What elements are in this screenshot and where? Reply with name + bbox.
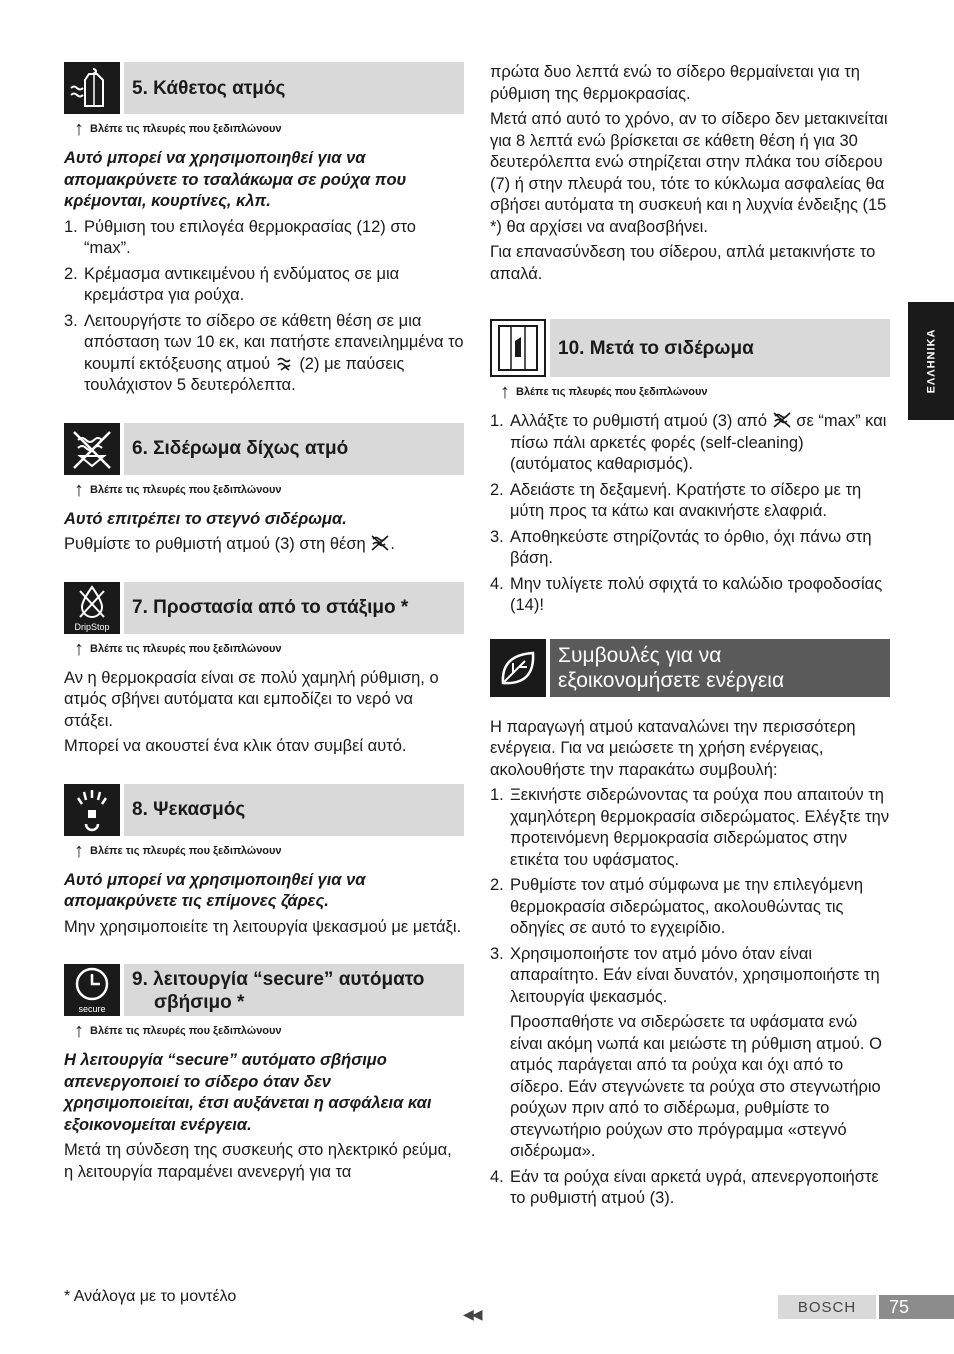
list-item: 3. Χρησιμοποιήστε τον ατμό μόνο όταν είναι απαραίτητο. Εάν είναι δυνατόν, χρησιμοποιήστε τη λειτουργία ψεκασμός.	[490, 944, 880, 1006]
right-column	[490, 62, 890, 1214]
list-item: 2. Κρέμασμα αντικειμένου ή ενδύματος σε μια κρεμάστρα για ρούχα.	[64, 264, 400, 304]
arrow-up-icon: ↑	[74, 839, 84, 862]
energy-list-cont	[490, 1167, 890, 1210]
see-pages-note: ↑ Βλέπε τις πλευρές που ξεδιπλώνουν	[74, 839, 282, 862]
section-9-p1: Μετά τη σύνδεση της συσκευής στο ηλεκτρικό ρεύμα, η λειτουργία παραμένει ανενεργή για τα	[64, 1141, 452, 1181]
list-item: 1. Αλλάξτε το ρυθμιστή ατμού (3) από σε “max” και πίσω πάλι αρκετές φορές (self-cleaning) (αυτόματος καθαρισμός).	[490, 412, 887, 473]
no-steam-small-icon	[772, 411, 792, 429]
arrow-up-icon: ↑	[74, 118, 84, 140]
steam-shot-icon	[275, 354, 295, 372]
section-10-title: 10. Μετά το σιδέρωμα	[550, 319, 890, 377]
vertical-steam-icon	[64, 62, 120, 114]
double-arrow-left-icon: ◀◀	[463, 1306, 481, 1322]
section-6-text: Ρυθμίστε το ρυθμιστή ατμού (3) στη θέση .	[64, 535, 395, 553]
section-8-text: Μην χρησιμοποιείτε τη λειτουργία ψεκασμού με μετάξι.	[64, 917, 462, 936]
section-9-lead: Η λειτουργία “secure” αυτόματο σβήσιμο απενεργοποιεί το σίδερο όταν δεν χρησιμοποιείται, έτσι αυξάνεται η ασφάλεια και εξοικονομείται ενέργεια.	[64, 1051, 432, 1134]
section-7-header	[64, 582, 464, 634]
section-5-lead: Αυτό μπορεί να χρησιμοποιηθεί για να απομακρύνετε το τσαλάκωμα σε ρούχα που κρέμονται, κουρτίνες, κλπ.	[64, 149, 407, 210]
no-steam-small-icon	[370, 534, 390, 552]
brand-label: BOSCH	[778, 1295, 876, 1319]
section-6-title: 6. Σιδέρωμα δίχως ατμό	[124, 423, 464, 475]
storage-cabinet-icon	[490, 319, 546, 377]
see-pages-note: ↑ Βλέπε τις πλευρές που ξεδιπλώνουν	[500, 381, 708, 403]
see-pages-note: ↑ Βλέπε τις πλευρές που ξεδιπλώνουν	[74, 1020, 282, 1042]
list-item: 2. Αδειάστε τη δεξαμενή. Κρατήστε το σίδερο με τη μύτη προς τα κάτω και ανακινήστε ελαφριά.	[490, 480, 862, 520]
drip-stop-icon: DripStop	[64, 582, 120, 634]
see-pages-note: ↑ Βλέπε τις πλευρές που ξεδιπλώνουν	[74, 478, 282, 501]
footnote: * Ανάλογα με το μοντέλο	[64, 1288, 237, 1305]
section-6-lead: Αυτό επιτρέπει το στεγνό σιδέρωμα.	[64, 509, 347, 528]
arrow-up-icon: ↑	[74, 478, 84, 501]
section-8-title: 8. Ψεκασμός	[124, 784, 464, 836]
section-9-title: 9. λειτουργία “secure” αυτόματο σβήσιμο *	[124, 964, 464, 1016]
see-pages-note: ↑ Βλέπε τις πλευρές που ξεδιπλώνουν	[74, 118, 282, 140]
energy-item-3-extra: Προσπαθήστε να σιδερώσετε τα υφάσματα ενώ είναι ακόμη νωπά και μειώστε τη ρύθμιση ατμού. Ο ατμός παράγεται από τα ρούχα και όχι από το σίδερο. Εάν στεγνώνετε τα ρούχα στο στεγνωτήριο ρούχων πριν από το σιδέρωμα, ρυθμίστε το στεγνωτήριο ρούχων στο πρόγραμμα «στεγνό σιδέρωμα».	[510, 1013, 882, 1160]
section-8-header	[64, 784, 464, 836]
section-6-header	[64, 423, 464, 475]
list-item: 3. Αποθηκεύστε στηρίζοντάς το όρθιο, όχι πάνω στη βάση.	[490, 527, 872, 567]
list-item: 1. Ξεκινήστε σιδερώνοντας τα ρούχα που απαιτούν τη χαμηλότερη θερμοκρασία σιδερώματος. Ελέγξτε την προτεινόμενη θερμοκρασία σιδερώματος στην ετικέτα του υφάσματος.	[490, 786, 890, 869]
section-9-header	[64, 964, 464, 1016]
section-10-list	[490, 411, 890, 617]
energy-intro: Η παραγωγή ατμού καταναλώνει την περισσότερη ενέργεια. Για να μειώσετε τη χρήση ενέργειας, ακολουθήστε την παρακάτω συμβουλή:	[490, 717, 856, 779]
arrow-up-icon: ↑	[74, 1020, 84, 1042]
energy-tips-title: Συμβουλές για να εξοικονομήσετε ενέργεια	[550, 639, 890, 697]
arrow-up-icon: ↑	[500, 381, 510, 403]
language-tab: ΕΛΛΗΝΙΚΑ	[908, 302, 954, 420]
section-5-title: 5. Κάθετος ατμός	[124, 62, 464, 114]
see-pages-note: ↑ Βλέπε τις πλευρές που ξεδιπλώνουν	[74, 637, 282, 660]
energy-list	[490, 785, 890, 1008]
list-item: 1. Ρύθμιση του επιλογέα θερμοκρασίας (12) στο “max”.	[64, 217, 416, 257]
no-steam-icon	[64, 423, 120, 475]
section-9-p3: Μετά από αυτό το χρόνο, αν το σίδερο δεν μετακινείται για 8 λεπτά ενώ βρίσκεται σε κάθετη θέση ή για 30 δευτερόλεπτα ενώ στηρίζεται στην πλάκα του σίδερου (7) ή στην πλευρά του, τότε το κύκλωμα ασφαλείας θα σβήσει αυτόματα τη συσκευή και η λυχνία ένδειξης (15 *) θα αρχίσει να αναβοσβήνει.	[490, 110, 888, 236]
section-9-p2: πρώτα δυο λεπτά ενώ το σίδερο θερμαίνεται για τη ρύθμιση της θερμοκρασίας.	[490, 63, 860, 103]
energy-tips-header	[490, 639, 890, 697]
list-item: 2. Ρυθμίστε τον ατμό σύμφωνα με την επιλεγόμενη θερμοκρασία σιδερώματος, ακολουθώντας τις οδηγίες σε αυτό το εγχειρίδιο.	[490, 876, 864, 937]
section-7-title: 7. Προστασία από το στάξιμο *	[124, 582, 464, 634]
page-number: 75	[879, 1295, 954, 1319]
section-7-p2: Μπορεί να ακουστεί ένα κλικ όταν συμβεί αυτό.	[64, 737, 407, 755]
arrow-up-icon: ↑	[74, 637, 84, 660]
leaf-icon	[490, 639, 546, 697]
spray-icon	[64, 784, 120, 836]
clock-icon: secure	[64, 964, 120, 1016]
section-5-list	[64, 217, 464, 397]
section-9-p4: Για επανασύνδεση του σίδερου, απλά μετακινήστε το απαλά.	[490, 243, 876, 283]
list-item: 3. Λειτουργήστε το σίδερο σε κάθετη θέση σε μια απόσταση των 10 εκ, και πατήστε επανειλημμένα το κουμπί εκτόξευσης ατμού (2) με παύσεις τουλάχιστον 5 δευτερόλεπτα.	[64, 311, 464, 394]
list-item: 4. Εάν τα ρούχα είναι αρκετά υγρά, απενεργοποιήστε το ρυθμιστή ατμού (3).	[490, 1167, 879, 1207]
left-column	[64, 62, 464, 1187]
section-8-lead: Αυτό μπορεί να χρησιμοποιηθεί για να απομακρύνετε τις επίμονες ζάρες.	[64, 870, 366, 910]
section-5-header	[64, 62, 464, 114]
section-7-p1: Αν η θερμοκρασία είναι σε πολύ χαμηλή ρύθμιση, ο ατμός σβήνει αυτόματα και εμποδίζει το νερό να στάξει.	[64, 668, 439, 730]
section-10-header	[490, 319, 890, 377]
list-item: 4. Μην τυλίγετε πολύ σφιχτά το καλώδιο τροφοδοσίας (14)!	[490, 574, 883, 614]
